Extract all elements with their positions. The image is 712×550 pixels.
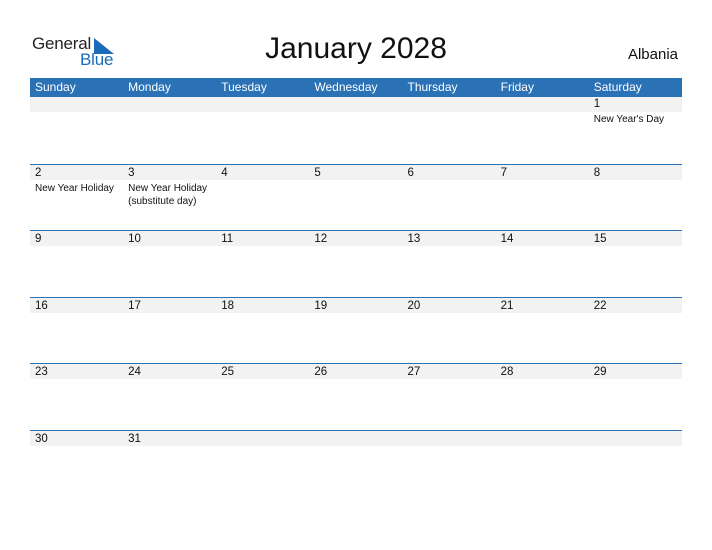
calendar-title: January 2028 [265,32,447,65]
day-number: 18 [221,300,235,312]
holiday-label: New Year's Day [593,114,665,125]
day-number: 9 [35,233,42,245]
day-cell [123,230,216,296]
day-number: 1 [593,98,601,110]
day-number: 12 [314,233,328,245]
day-cell [589,363,682,429]
day-number: 22 [593,300,607,312]
day-cell [30,97,123,163]
day-number: 17 [128,300,141,312]
day-number: 10 [128,233,141,245]
day-cell [496,430,589,496]
day-cell [216,97,309,163]
day-cell [216,297,309,363]
day-number: 13 [407,233,421,245]
day-cell [496,363,589,429]
weekday-monday: Monday [128,80,171,94]
day-cell [30,297,123,363]
day-cell [496,297,589,363]
day-cell [496,230,589,296]
day-cell [309,230,402,296]
week-row [30,164,682,230]
holiday-label: New Year Holiday (substitute day) [128,183,208,207]
day-cell [589,164,682,230]
weekday-saturday: Saturday [593,80,642,94]
day-cell [403,230,496,296]
day-cell [403,97,496,163]
day-cell [216,164,309,230]
holiday-label: New Year Holiday [35,183,114,194]
day-number: 30 [35,433,48,445]
day-cell [589,97,682,163]
day-cell [403,430,496,496]
weekday-sunday: Sunday [35,80,76,94]
weekday-header [30,78,682,97]
weekday-friday: Friday [500,80,534,94]
day-number: 6 [407,167,414,179]
day-cell [30,230,123,296]
day-cell [496,97,589,163]
day-number: 25 [221,366,235,378]
day-cell [216,230,309,296]
day-cell [123,430,216,496]
day-cell [30,363,123,429]
week-row [30,230,682,296]
day-cell [309,97,402,163]
day-cell [403,363,496,429]
day-number: 31 [128,433,141,445]
day-number: 21 [500,300,514,312]
day-cell [123,97,216,163]
day-number: 23 [35,366,48,378]
day-cell [589,430,682,496]
day-number: 7 [500,167,508,179]
day-number: 5 [314,167,321,179]
day-number: 28 [500,366,514,378]
day-cell [309,430,402,496]
day-cell [403,164,496,230]
day-number: 19 [314,300,328,312]
day-number: 16 [35,300,48,312]
day-number: 29 [593,366,607,378]
day-cell [589,297,682,363]
day-cell [309,164,402,230]
day-cell [216,363,309,429]
logo-general-text: General [32,34,92,53]
day-number: 11 [221,233,234,245]
week-row [30,97,682,163]
day-number: 15 [593,233,607,245]
country-label: Albania [627,46,678,63]
day-cell [309,297,402,363]
day-cell [30,430,123,496]
day-cell [216,430,309,496]
weekday-tuesday: Tuesday [221,80,267,94]
day-number: 20 [407,300,421,312]
weekday-thursday: Thursday [407,80,458,94]
day-number: 24 [128,366,141,378]
day-cell [123,363,216,429]
weekday-wednesday: Wednesday [314,80,378,94]
day-number: 14 [500,233,514,245]
day-number: 27 [407,366,421,378]
day-cell [123,164,216,230]
day-cell [403,297,496,363]
week-row [30,297,682,363]
day-number: 8 [593,167,601,179]
week-row [30,363,682,429]
day-cell [30,164,123,230]
day-number: 3 [128,167,135,179]
day-cell [496,164,589,230]
day-number: 4 [221,167,228,179]
logo-blue-text: Blue [80,50,114,69]
day-cell [589,230,682,296]
day-number: 2 [35,167,42,179]
day-number: 26 [314,366,328,378]
week-row [30,430,682,446]
day-cell [309,363,402,429]
day-cell [123,297,216,363]
